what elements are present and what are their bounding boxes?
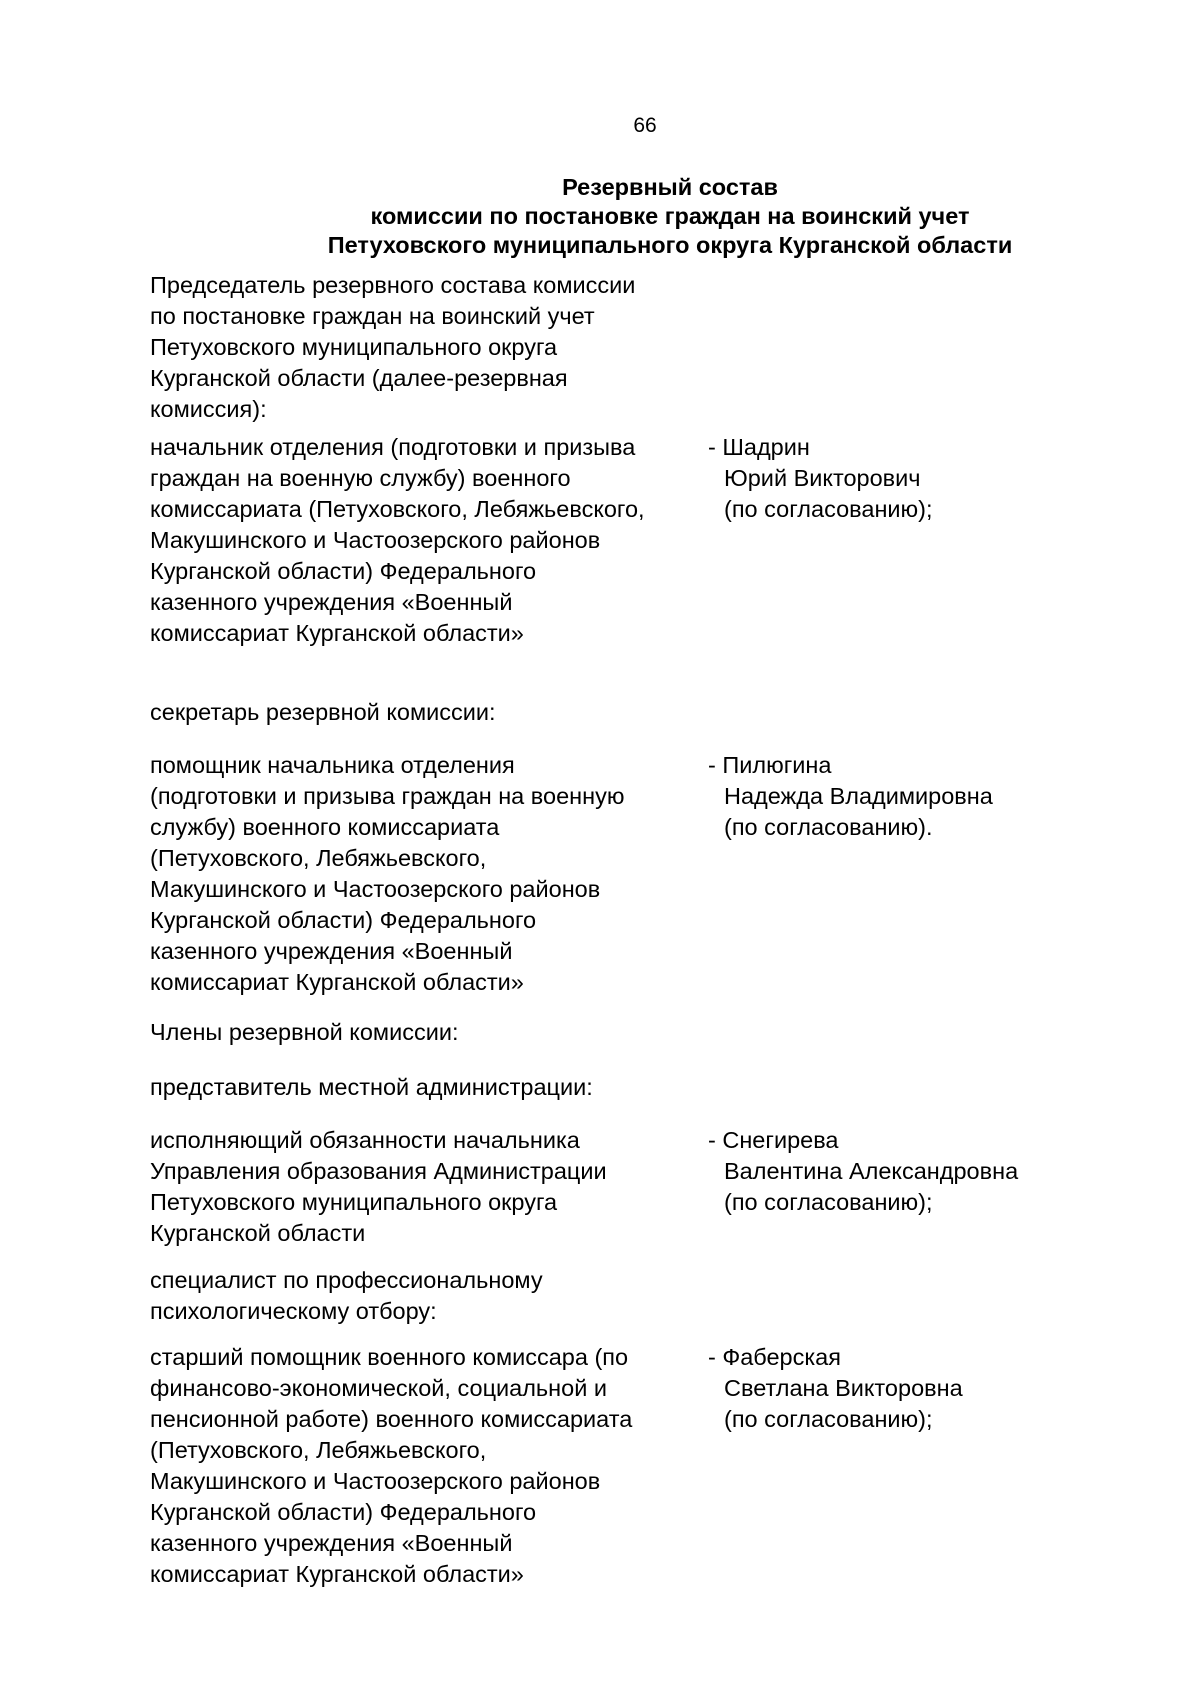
secretary-person	[708, 750, 1088, 843]
heading-line: психологическому отбору:	[150, 1298, 437, 1324]
role-line: старший помощник военного комиссара (по	[150, 1344, 629, 1370]
role-line: казенного учреждения «Военный	[150, 938, 513, 964]
person-surname: - Шадрин	[708, 434, 810, 460]
role-line: пенсионной работе) военного комиссариата	[150, 1406, 633, 1432]
role-line: комиссариат Курганской области»	[150, 969, 524, 995]
person-surname: - Пилюгина	[708, 752, 832, 778]
document-title	[250, 173, 1090, 260]
person-given-names: Валентина Александровна	[724, 1158, 1019, 1184]
person-given-names: Надежда Владимировна	[724, 783, 993, 809]
heading-line: специалист по профессиональному	[150, 1267, 543, 1293]
heading-line: Члены резервной комиссии:	[150, 1019, 459, 1045]
role-line: казенного учреждения «Военный	[150, 1530, 513, 1556]
secretary-role	[150, 750, 710, 998]
title-line: комиссии по постановке граждан на воинский учет	[370, 203, 970, 229]
page-number: 66	[633, 114, 657, 137]
heading-line: секретарь резервной комиссии:	[150, 699, 496, 725]
member-psych-person	[708, 1342, 1088, 1435]
role-line: (Петуховского, Лебяжьевского,	[150, 845, 487, 871]
chair-role	[150, 432, 710, 649]
local-admin-heading	[150, 1072, 850, 1103]
person-surname: - Снегирева	[708, 1127, 839, 1153]
role-line: начальник отделения (подготовки и призыва	[150, 434, 636, 460]
role-line: Курганской области) Федерального	[150, 1499, 537, 1525]
role-line: граждан на военную службу) военного	[150, 465, 571, 491]
role-line: (подготовки и призыва граждан на военную	[150, 783, 625, 809]
member-psych-role	[150, 1342, 710, 1590]
heading-line: Курганской области (далее-резервная	[150, 365, 568, 391]
heading-line: Председатель резервного состава комиссии	[150, 272, 636, 298]
heading-line: Петуховского муниципального округа	[150, 334, 558, 360]
heading-line: представитель местной администрации:	[150, 1074, 593, 1100]
role-line: комиссариата (Петуховского, Лебяжьевского,	[150, 496, 645, 522]
psych-heading	[150, 1265, 850, 1327]
person-given-names: Светлана Викторовна	[724, 1375, 963, 1401]
chair-person	[708, 432, 1088, 525]
person-given-names: Юрий Викторович	[724, 465, 921, 491]
role-line: Курганской области) Федерального	[150, 907, 537, 933]
person-note: (по согласованию).	[724, 814, 933, 840]
heading-line: по постановке граждан на воинский учет	[150, 303, 595, 329]
role-line: финансово-экономической, социальной и	[150, 1375, 608, 1401]
person-note: (по согласованию);	[724, 1189, 933, 1215]
role-line: помощник начальника отделения	[150, 752, 515, 778]
title-line: Резервный состав	[562, 174, 778, 200]
role-line: службу) военного комиссариата	[150, 814, 500, 840]
chair-heading	[150, 270, 850, 425]
secretary-heading	[150, 697, 850, 728]
member-education-role	[150, 1125, 710, 1249]
role-line: Макушинского и Частоозерского районов	[150, 876, 601, 902]
role-line: Управления образования Администрации	[150, 1158, 607, 1184]
role-line: Макушинского и Частоозерского районов	[150, 527, 601, 553]
person-note: (по согласованию);	[724, 1406, 933, 1432]
role-line: комиссариат Курганской области»	[150, 620, 524, 646]
role-line: исполняющий обязанности начальника	[150, 1127, 580, 1153]
role-line: Макушинского и Частоозерского районов	[150, 1468, 601, 1494]
role-line: Петуховского муниципального округа	[150, 1189, 558, 1215]
members-heading	[150, 1017, 850, 1048]
role-line: Курганской области	[150, 1220, 366, 1246]
role-line: комиссариат Курганской области»	[150, 1561, 524, 1587]
member-education-person	[708, 1125, 1088, 1218]
role-line: (Петуховского, Лебяжьевского,	[150, 1437, 487, 1463]
title-line: Петуховского муниципального округа Курганской области	[327, 232, 1013, 258]
person-surname: - Фаберская	[708, 1344, 841, 1370]
role-line: казенного учреждения «Военный	[150, 589, 513, 615]
person-note: (по согласованию);	[724, 496, 933, 522]
role-line: Курганской области) Федерального	[150, 558, 537, 584]
heading-line: комиссия):	[150, 396, 267, 422]
